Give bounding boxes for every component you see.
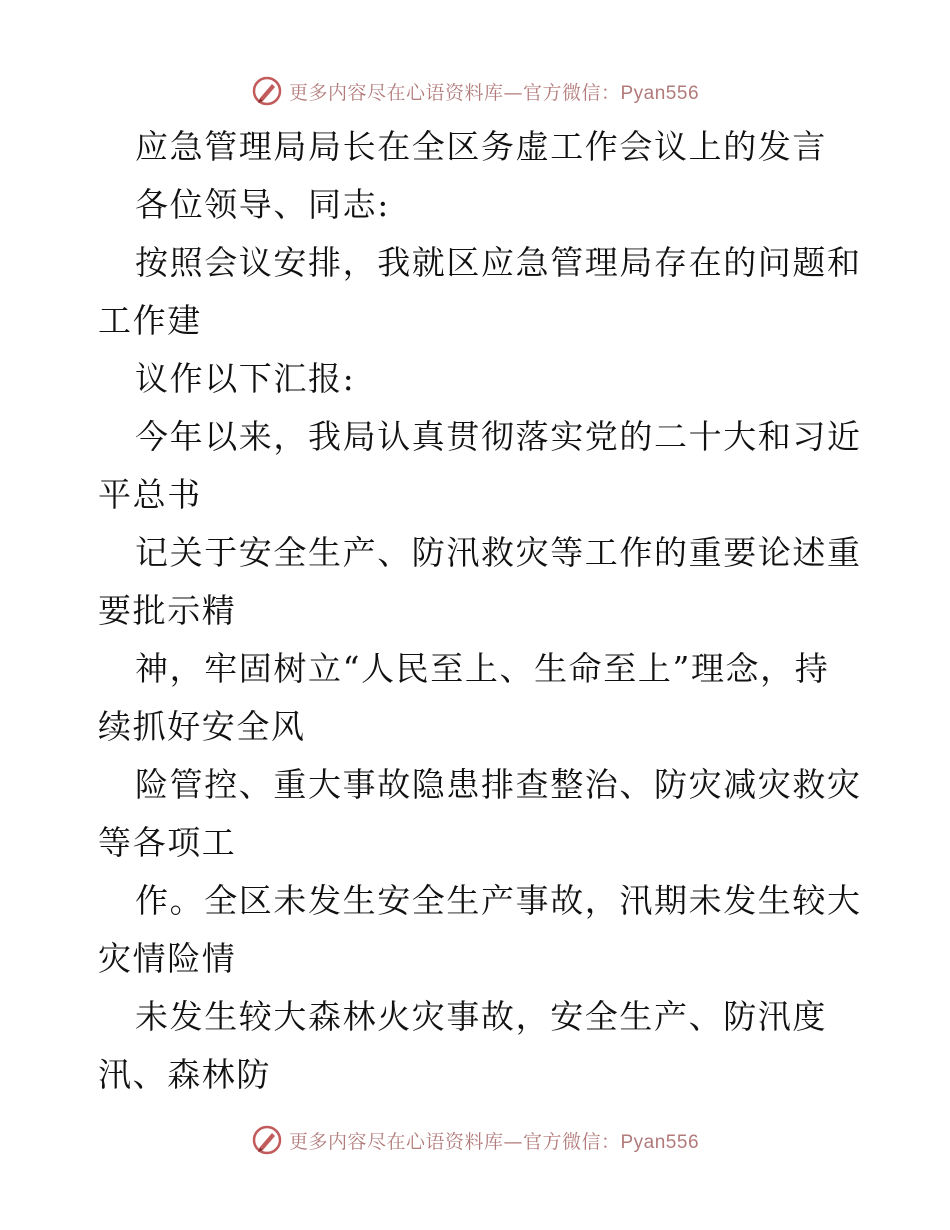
text-line: 未发生较大森林火灾事故，安全生产、防汛度 (135, 997, 827, 1036)
text-line: 续抓好安全风 (98, 707, 306, 746)
text-line: 险管控、重大事故隐患排查整治、防灾减灾救灾 (135, 765, 862, 804)
watermark-text: 更多内容尽在心语资料库—官方微信：Pyan556 (288, 1130, 700, 1153)
text-line: 记关于安全生产、防汛救灾等工作的重要论述重 (135, 533, 862, 572)
salutation: 各位领导、同志: (135, 185, 390, 224)
pen-logo-icon (251, 75, 283, 107)
text-line: 平总书 (98, 475, 202, 514)
text-line: 议作以下汇报: (135, 359, 356, 398)
text-line: 灾情险情 (98, 939, 237, 978)
footer-watermark (0, 1120, 950, 1160)
document-title: 应急管理局局长在全区务虚工作会议上的发言 (135, 127, 827, 166)
text-line: 今年以来，我局认真贯彻落实党的二十大和习近 (135, 417, 862, 456)
text-line: 汛、森林防 (98, 1055, 271, 1094)
text-line: 要批示精 (98, 591, 237, 630)
text-line: 神，牢固树立“人民至上、生命至上”理念，持 (135, 649, 830, 688)
text-line: 工作建 (98, 301, 202, 340)
text-line: 等各项工 (98, 823, 237, 862)
header-watermark (0, 71, 950, 111)
text-line: 按照会议安排，我就区应急管理局存在的问题和 (135, 243, 862, 282)
text-line: 作。全区未发生安全生产事故，汛期未发生较大 (135, 881, 862, 920)
pen-logo-icon (251, 1124, 283, 1156)
watermark-text: 更多内容尽在心语资料库—官方微信：Pyan556 (288, 81, 700, 104)
